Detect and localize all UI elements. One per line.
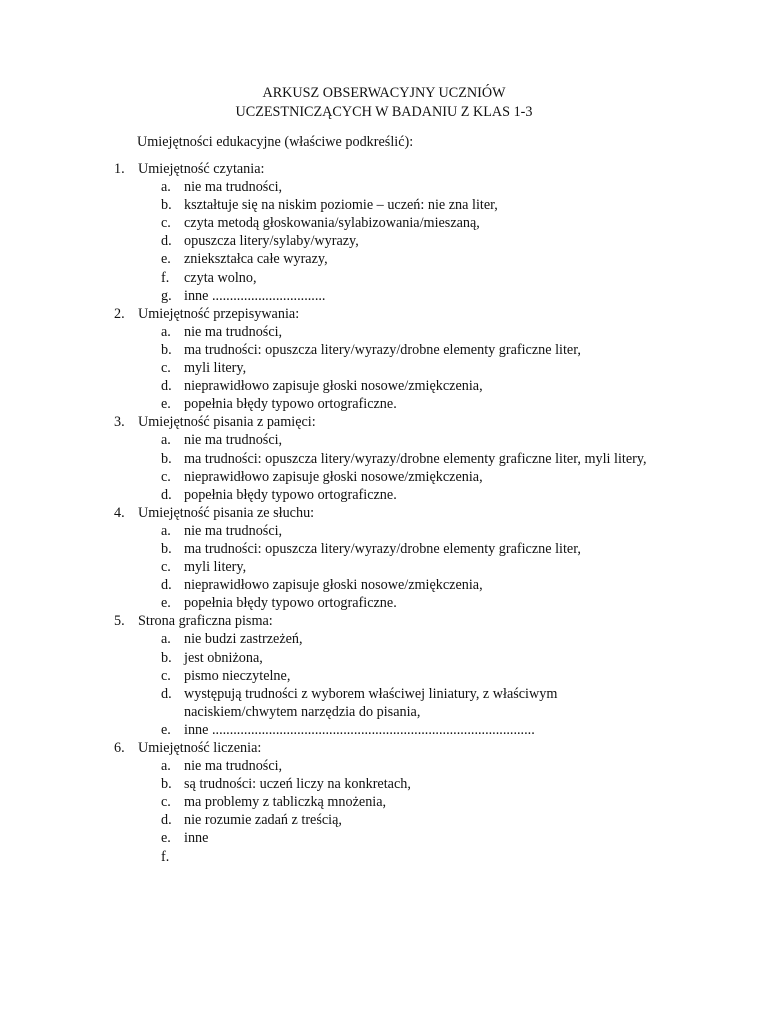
section-title bbox=[0, 739, 768, 757]
sub-list bbox=[0, 522, 768, 612]
item-letter: b. bbox=[161, 450, 172, 467]
item-text: popełnia błędy typowo ortograficzne. bbox=[184, 595, 397, 612]
item-text: nie ma trudności, bbox=[184, 522, 283, 539]
section-number: 3. bbox=[114, 414, 125, 431]
item-text: nieprawidłowo zapisuje głoski nosowe/zmiękczenia, bbox=[184, 577, 483, 594]
title-line-1: ARKUSZ OBSERWACYJNY UCZNIÓW bbox=[262, 85, 506, 101]
item-text: nie ma trudności, bbox=[184, 758, 283, 775]
item-text: kształtuje się na niskim poziomie – uczeń: nie zna liter, bbox=[184, 197, 498, 214]
section-title-text: Umiejętność czytania: bbox=[138, 161, 265, 177]
item-letter: g. bbox=[161, 287, 172, 304]
item-text: ma trudności: opuszcza litery/wyrazy/drobne elementy graficzne liter, myli litery, bbox=[184, 450, 647, 467]
list-item bbox=[0, 576, 768, 594]
item-letter: b. bbox=[161, 649, 172, 666]
section-title bbox=[0, 612, 768, 630]
item-text: popełnia błędy typowo ortograficzne. bbox=[184, 396, 397, 413]
item-text: nie ma trudności, bbox=[184, 323, 283, 340]
list-item bbox=[0, 811, 768, 829]
list-item bbox=[0, 468, 768, 486]
item-letter: e. bbox=[161, 830, 171, 847]
item-letter: c. bbox=[161, 215, 171, 232]
item-letter: a. bbox=[161, 323, 171, 340]
list-item bbox=[0, 630, 768, 648]
section-title-text: Umiejętność liczenia: bbox=[138, 740, 262, 756]
list-item bbox=[0, 214, 768, 232]
item-letter: a. bbox=[161, 631, 171, 648]
item-text: nie rozumie zadań z treścią, bbox=[184, 812, 342, 829]
sub-list bbox=[0, 757, 768, 866]
intro-text: Umiejętności edukacyjne (właściwe podkreślić): bbox=[137, 134, 414, 150]
sub-list bbox=[0, 323, 768, 413]
section-title bbox=[0, 160, 768, 178]
section-title-text: Umiejętność pisania z pamięci: bbox=[138, 414, 316, 431]
list-item bbox=[0, 323, 768, 341]
section-number: 2. bbox=[114, 305, 125, 322]
section-title-text: Umiejętność przepisywania: bbox=[138, 305, 300, 322]
item-text: opuszcza litery/sylaby/wyrazy, bbox=[184, 233, 359, 250]
list-item bbox=[0, 196, 768, 214]
item-letter: c. bbox=[161, 468, 171, 485]
list-item bbox=[0, 178, 768, 196]
item-text: ma trudności: opuszcza litery/wyrazy/drobne elementy graficzne liter, bbox=[184, 540, 581, 557]
list-item bbox=[0, 667, 768, 685]
list-item bbox=[0, 395, 768, 413]
list-item bbox=[0, 757, 768, 775]
section-number: 1. bbox=[114, 161, 125, 177]
item-letter: f. bbox=[161, 269, 170, 286]
list-item bbox=[0, 848, 768, 866]
item-text: inne ................................ bbox=[184, 287, 326, 304]
section-item bbox=[0, 160, 768, 305]
section-item bbox=[0, 504, 768, 613]
section-number: 5. bbox=[114, 613, 125, 630]
item-letter: a. bbox=[161, 432, 171, 449]
item-text: nieprawidłowo zapisuje głoski nosowe/zmiękczenia, bbox=[184, 468, 483, 485]
list-item bbox=[0, 522, 768, 540]
item-text: ma problemy z tabliczką mnożenia, bbox=[184, 794, 387, 811]
section-title bbox=[0, 413, 768, 431]
sub-list bbox=[0, 431, 768, 503]
section-title bbox=[0, 305, 768, 323]
list-item bbox=[0, 232, 768, 250]
item-letter: a. bbox=[161, 758, 171, 775]
section-title-text: Strona graficzna pisma: bbox=[138, 613, 273, 630]
section-item bbox=[0, 612, 768, 739]
list-item bbox=[0, 450, 768, 468]
section-item bbox=[0, 305, 768, 414]
item-text: występują trudności z wyborem właściwej liniatury, z właściwym naciskiem/chwytem narzędzia do pisania, bbox=[184, 685, 558, 720]
item-text: pismo nieczytelne, bbox=[184, 667, 291, 684]
item-letter: a. bbox=[161, 522, 171, 539]
list-item bbox=[0, 269, 768, 287]
item-letter: c. bbox=[161, 667, 171, 684]
item-letter: b. bbox=[161, 197, 172, 214]
section-item bbox=[0, 739, 768, 866]
item-letter: e. bbox=[161, 251, 171, 268]
item-letter: d. bbox=[161, 233, 172, 250]
list-item bbox=[0, 540, 768, 558]
item-letter: b. bbox=[161, 341, 172, 358]
list-item bbox=[0, 594, 768, 612]
item-letter: d. bbox=[161, 812, 172, 829]
list-item bbox=[0, 250, 768, 268]
item-text: nie budzi zastrzeżeń, bbox=[184, 631, 303, 648]
list-item bbox=[0, 486, 768, 504]
item-letter: c. bbox=[161, 794, 171, 811]
item-text: popełnia błędy typowo ortograficzne. bbox=[184, 486, 397, 503]
item-text: są trudności: uczeń liczy na konkretach, bbox=[184, 776, 411, 793]
sub-list bbox=[0, 630, 768, 739]
item-text: czyta metodą głoskowania/sylabizowania/mieszaną, bbox=[184, 215, 480, 232]
section-item bbox=[0, 413, 768, 503]
document-title bbox=[0, 84, 768, 122]
list-item bbox=[0, 359, 768, 377]
item-text: ma trudności: opuszcza litery/wyrazy/drobne elementy graficzne liter, bbox=[184, 341, 581, 358]
item-text: inne ........................................................................................... bbox=[184, 721, 535, 738]
item-letter: b. bbox=[161, 776, 172, 793]
item-letter: c. bbox=[161, 559, 171, 576]
item-text: jest obniżona, bbox=[184, 649, 263, 666]
item-letter: a. bbox=[161, 179, 171, 196]
item-letter: d. bbox=[161, 378, 172, 395]
item-text: nie ma trudności, bbox=[184, 179, 283, 196]
list-item bbox=[0, 685, 768, 721]
list-item bbox=[0, 793, 768, 811]
list-item bbox=[0, 721, 768, 739]
item-letter: c. bbox=[161, 360, 171, 377]
item-letter: e. bbox=[161, 721, 171, 738]
item-letter: b. bbox=[161, 540, 172, 557]
item-letter: f. bbox=[161, 848, 170, 865]
list-item bbox=[0, 775, 768, 793]
section-number: 4. bbox=[114, 504, 125, 521]
item-text: myli litery, bbox=[184, 360, 247, 377]
list-item bbox=[0, 377, 768, 395]
item-letter: d. bbox=[161, 486, 172, 503]
item-letter: d. bbox=[161, 577, 172, 594]
list-item bbox=[0, 287, 768, 305]
list-item bbox=[0, 341, 768, 359]
sub-list bbox=[0, 178, 768, 305]
item-letter: d. bbox=[161, 685, 172, 702]
item-text: nie ma trudności, bbox=[184, 432, 283, 449]
list-item bbox=[0, 558, 768, 576]
item-text: czyta wolno, bbox=[184, 269, 257, 286]
section-number: 6. bbox=[114, 740, 125, 756]
item-text: zniekształca całe wyrazy, bbox=[184, 251, 328, 268]
observation-list bbox=[0, 160, 768, 866]
item-letter: e. bbox=[161, 396, 171, 413]
section-title-text: Umiejętność pisania ze słuchu: bbox=[138, 504, 315, 521]
section-title bbox=[0, 504, 768, 522]
title-line-2: UCZESTNICZĄCYCH W BADANIU Z KLAS 1-3 bbox=[235, 104, 533, 120]
item-text: myli litery, bbox=[184, 559, 247, 576]
list-item bbox=[0, 829, 768, 847]
item-text: inne bbox=[184, 830, 209, 847]
list-item bbox=[0, 431, 768, 449]
item-letter: e. bbox=[161, 595, 171, 612]
item-text: nieprawidłowo zapisuje głoski nosowe/zmiękczenia, bbox=[184, 378, 483, 395]
list-item bbox=[0, 649, 768, 667]
